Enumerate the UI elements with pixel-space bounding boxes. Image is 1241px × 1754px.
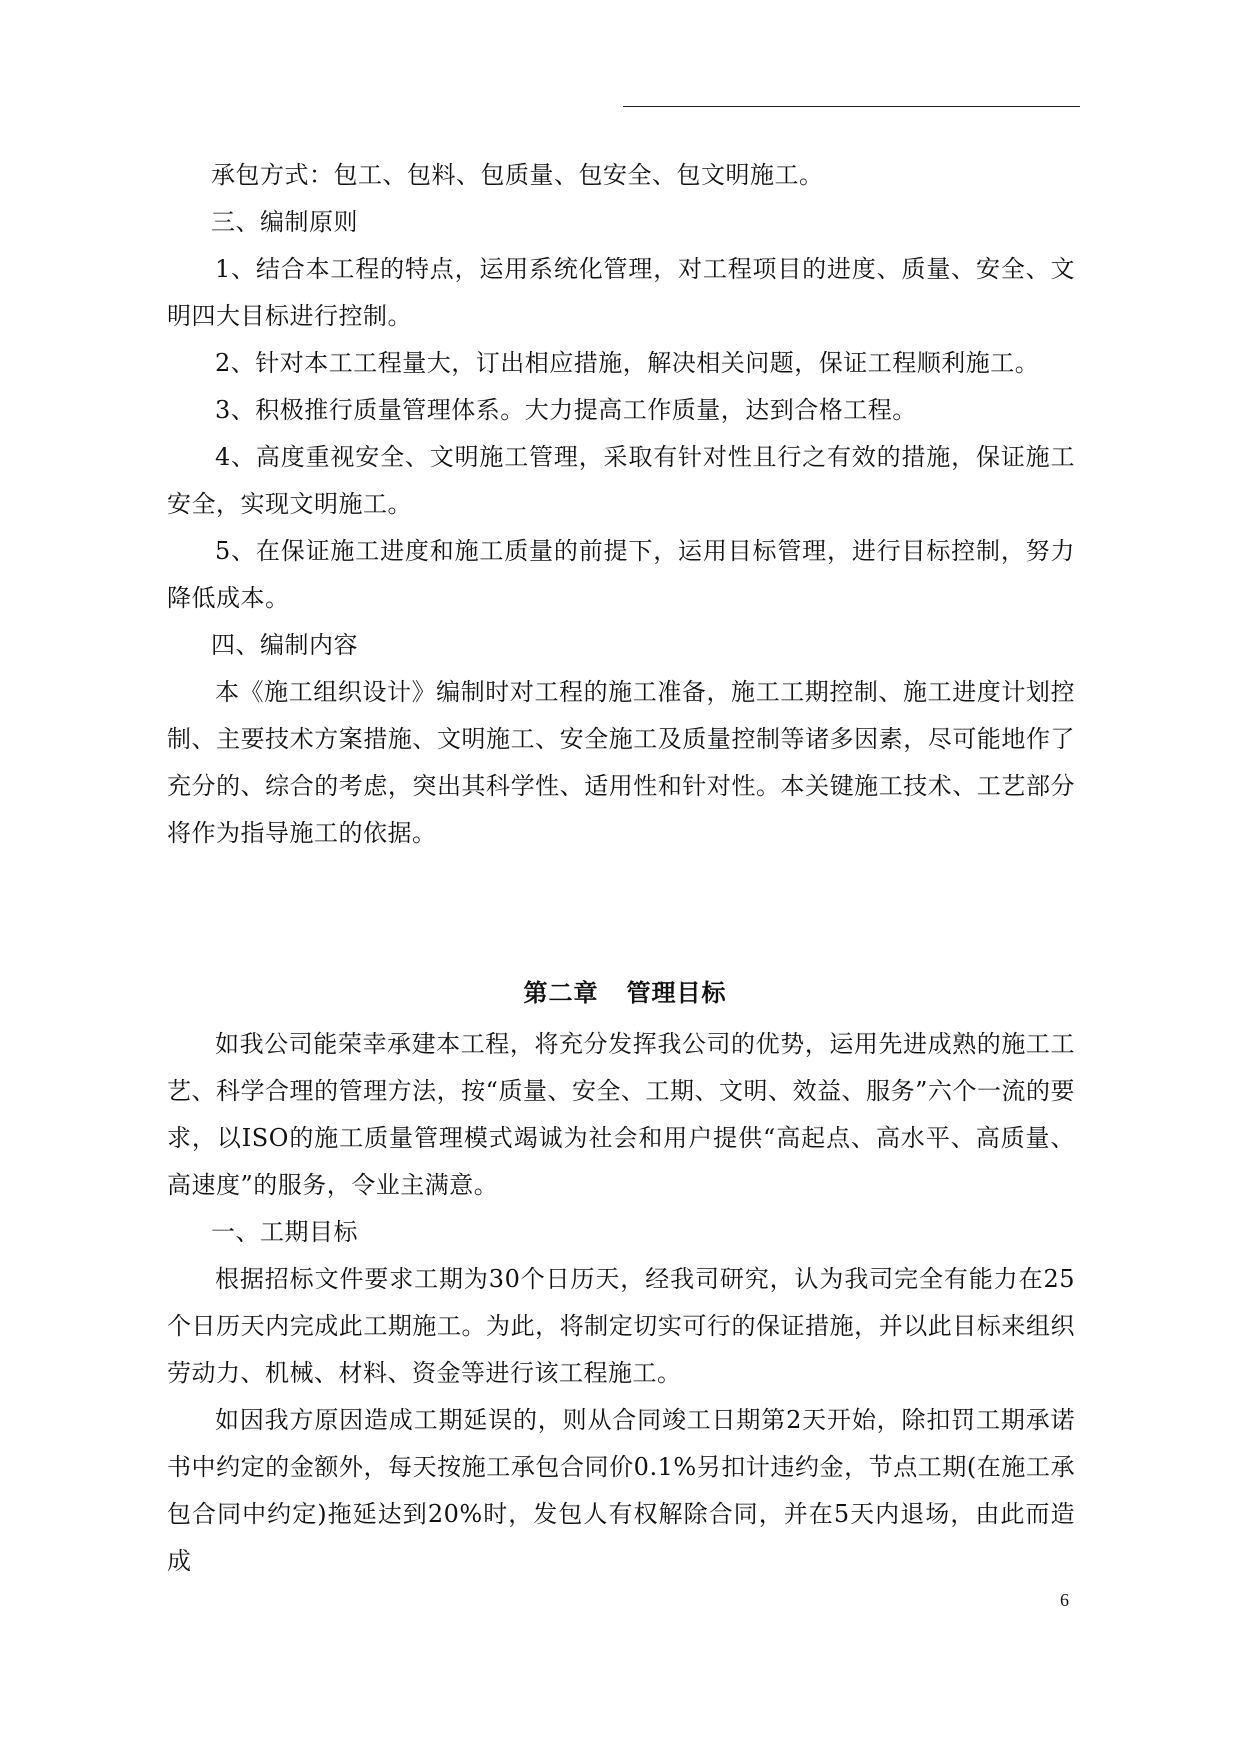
schedule-goal-paragraph: 根据招标文件要求工期为30个日历天，经我司研究，认为我司完全有能力在25个日历天内完成此工期施工。为此，将制定切实可行的保证措施，并以此目标来组织劳动力、机械、材料、资金等进行该工程施工。: [167, 1265, 1075, 1387]
document-body: [167, 152, 1075, 1585]
section-heading-principles: 三、编制原则: [211, 208, 358, 236]
principle-item-2: 2、针对本工工程量大，订出相应措施，解决相关问题，保证工程顺利施工。: [215, 349, 1040, 377]
chapter-name: 管理目标: [626, 979, 727, 1007]
page-number: 6: [1060, 1590, 1069, 1610]
chapter-number: 第二章: [523, 979, 599, 1007]
goal-heading-schedule: 一、工期目标: [211, 1218, 358, 1246]
principle-item-3: 3、积极推行质量管理体系。大力提高工作质量，达到合格工程。: [215, 396, 917, 424]
header-rule: [623, 106, 1080, 107]
chapter-spacer: [167, 857, 1075, 965]
principle-item-1: 1、结合本工程的特点，运用系统化管理，对工程项目的进度、质量、安全、文明四大目标进行控制。: [167, 255, 1075, 330]
contract-mode-line: 承包方式：包工、包料、包质量、包安全、包文明施工。: [211, 161, 824, 189]
section-heading-content: 四、编制内容: [211, 631, 358, 659]
content-paragraph: 本《施工组织设计》编制时对工程的施工准备，施工工期控制、施工进度计划控制、主要技术方案措施、文明施工、安全施工及质量控制等诸多因素，尽可能地作了充分的、综合的考虑，突出其科学性、适用性和针对性。本关键施工技术、工艺部分将作为指导施工的依据。: [167, 678, 1075, 847]
principle-item-5: 5、在保证施工进度和施工质量的前提下，运用目标管理，进行目标控制，努力降低成本。: [167, 537, 1075, 612]
chapter-intro-paragraph: 如我公司能荣幸承建本工程，将充分发挥我公司的优势，运用先进成熟的施工工艺、科学合理的管理方法，按“质量、安全、工期、文明、效益、服务”六个一流的要求，以ISO的施工质量管理模式竭诚为社会和用户提供“高起点、高水平、高质量、高速度”的服务，令业主满意。: [167, 1030, 1075, 1199]
principle-item-4: 4、高度重视安全、文明施工管理，采取有针对性且行之有效的措施，保证施工安全，实现文明施工。: [167, 443, 1075, 518]
chapter-title: [167, 965, 1075, 1021]
schedule-penalty-paragraph: 如因我方原因造成工期延误的，则从合同竣工日期第2天开始，除扣罚工期承诺书中约定的金额外，每天按施工承包合同价0.1%另扣计违约金，节点工期(在施工承包合同中约定)拖延达到20%时，发包人有权解除合同，并在5天内退场，由此而造成: [167, 1406, 1075, 1575]
